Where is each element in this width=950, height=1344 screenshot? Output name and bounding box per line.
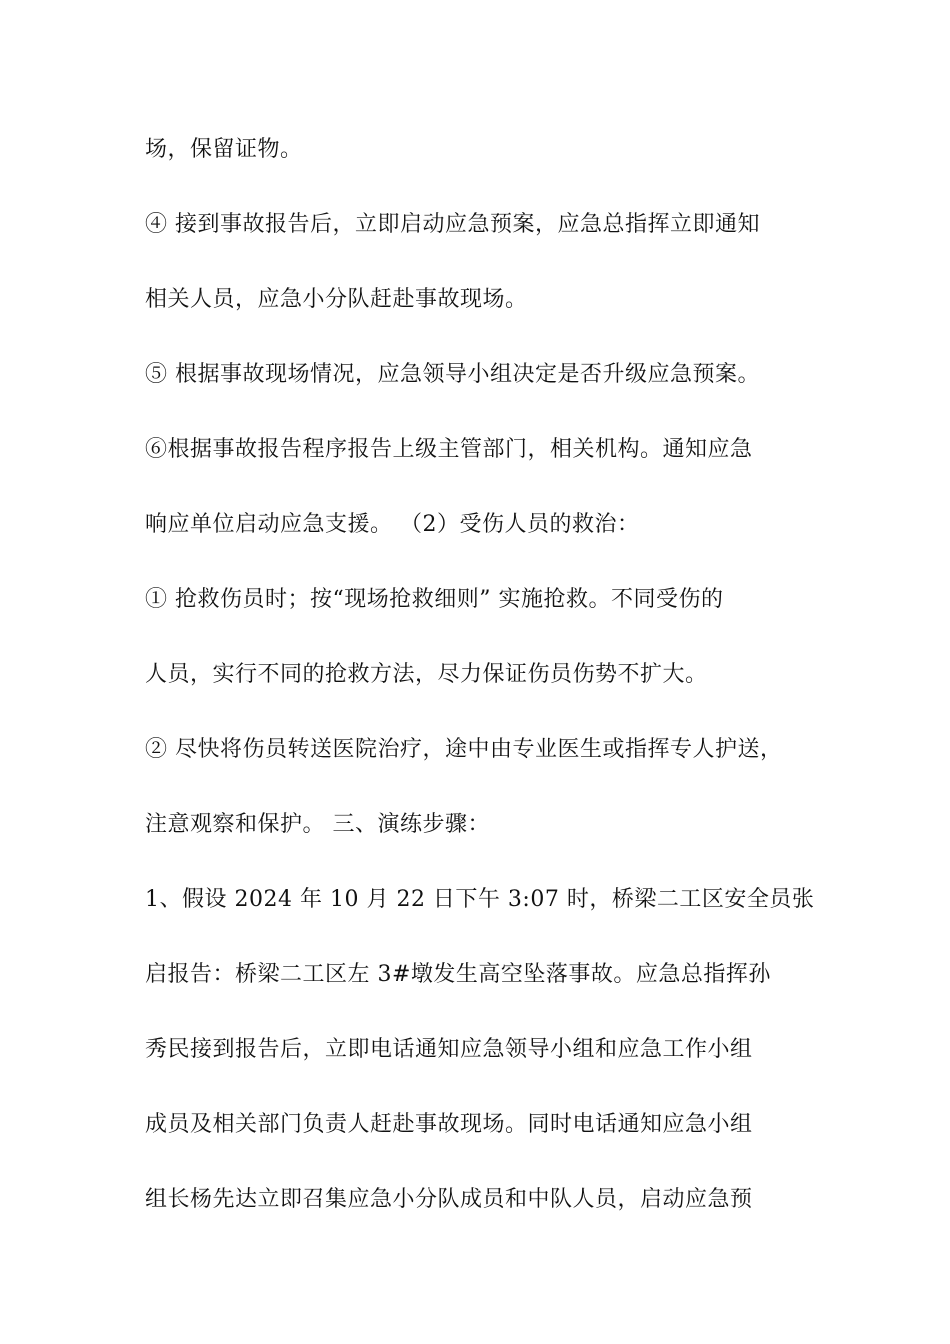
- text-line-3: 相关人员，应急小分队赶赴事故现场。: [145, 287, 528, 312]
- text-line-10: 注意观察和保护。 三、演练步骤：: [145, 812, 490, 837]
- text-line-7: ① 抢救伤员时；按“现场抢救细则” 实施抢救。不同受伤的: [145, 587, 724, 612]
- text-line-14: 成员及相关部门负责人赶赴事故现场。同时电话通知应急小组: [145, 1112, 753, 1137]
- text-line-15: 组长杨先达立即召集应急小分队成员和中队人员，启动应急预: [145, 1187, 753, 1212]
- text-line-8: 人员，实行不同的抢救方法，尽力保证伤员伤势不扩大。: [145, 662, 708, 687]
- text-line-1: 场，保留证物。: [145, 137, 303, 162]
- text-line-12: 启报告：桥梁二工区左 3#墩发生高空坠落事故。应急总指挥孙: [145, 962, 771, 987]
- text-line-9: ② 尽快将伤员转送医院治疗，途中由专业医生或指挥专人护送，: [145, 737, 783, 762]
- text-line-6: 响应单位启动应急支援。 （2）受伤人员的救治：: [145, 512, 640, 537]
- text-line-5: ⑥根据事故报告程序报告上级主管部门，相关机构。通知应急: [145, 437, 753, 462]
- text-line-11: 1、假设 2024 年 10 月 22 日下午 3:07 时，桥梁二工区安全员张: [145, 887, 815, 912]
- text-line-13: 秀民接到报告后，立即电话通知应急领导小组和应急工作小组: [145, 1037, 753, 1062]
- text-line-2: ④ 接到事故报告后，立即启动应急预案，应急总指挥立即通知: [145, 212, 760, 237]
- text-line-4: ⑤ 根据事故现场情况，应急领导小组决定是否升级应急预案。: [145, 362, 760, 387]
